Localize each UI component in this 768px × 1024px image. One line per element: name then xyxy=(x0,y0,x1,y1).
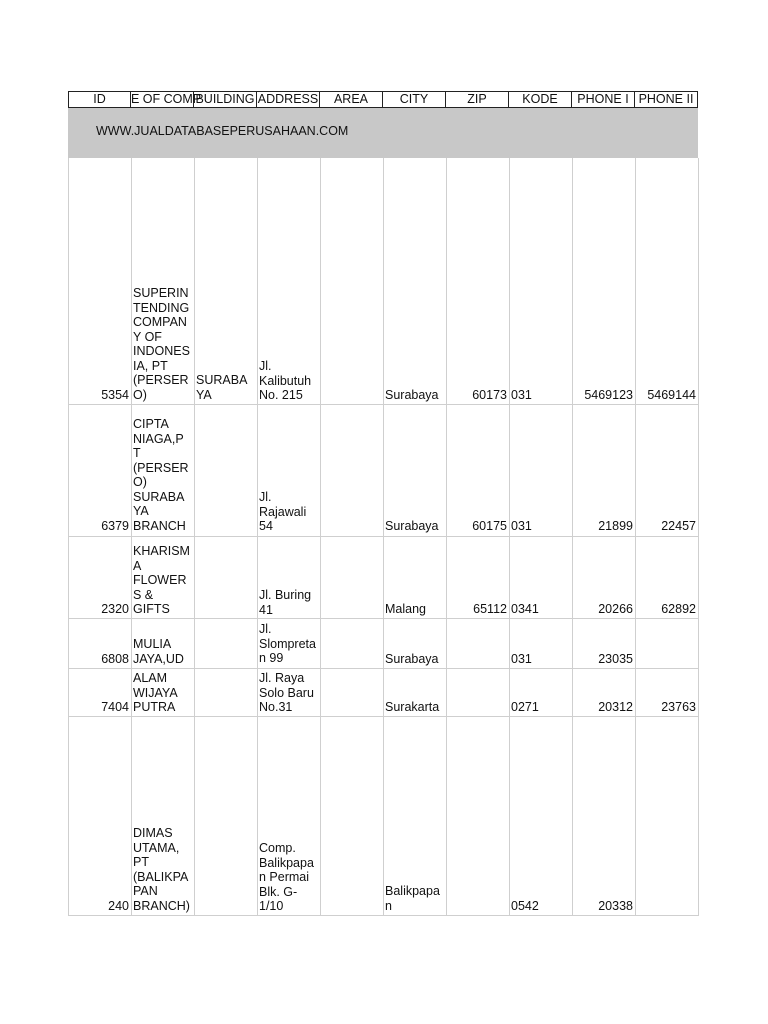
cell-kode: 0271 xyxy=(511,700,539,714)
cell-id: 2320 xyxy=(101,602,129,616)
cell-address: Jl. Kalibutuh No. 215 xyxy=(259,359,312,402)
cell-city: Surabaya xyxy=(385,519,439,533)
header-city: CITY xyxy=(383,91,446,108)
banner-text: WWW.JUALDATABASEPERUSAHAAN.COM xyxy=(96,124,349,138)
cell-phone1: 5469123 xyxy=(584,388,633,402)
cell-city: Balikpapa n xyxy=(385,884,440,913)
cell-phone1: 20338 xyxy=(598,899,633,913)
cell-company: SUPERIN TENDING COMPAN Y OF INDONES IA, PT (PERSER O) xyxy=(133,286,190,402)
cell-address: Jl. Raya Solo Baru No.31 xyxy=(259,671,314,714)
cell-zip: 65112 xyxy=(473,602,507,616)
banner xyxy=(68,108,698,158)
header-phone2: PHONE II xyxy=(635,91,698,108)
cell-id: 6808 xyxy=(101,652,129,666)
cell-id: 7404 xyxy=(101,700,129,714)
header-building: BUILDING xyxy=(194,91,257,108)
header-company: E OF COMP xyxy=(131,92,202,106)
cell-company: KHARISM A FLOWER S & GIFTS xyxy=(133,544,190,616)
cell-kode: 0341 xyxy=(511,602,539,616)
cell-phone2: 22457 xyxy=(661,519,696,533)
cell-id: 6379 xyxy=(101,519,129,533)
cell-id: 240 xyxy=(108,899,129,913)
cell-zip: 60175 xyxy=(472,519,507,533)
cell-address: Jl. Buring 41 xyxy=(259,588,312,617)
cell-address: Jl. Rajawali 54 xyxy=(259,490,307,533)
cell-phone1: 23035 xyxy=(598,652,633,666)
cell-address: Jl. Slompreta n 99 xyxy=(259,622,316,665)
cell-city: Surakarta xyxy=(385,700,440,714)
cell-phone2: 23763 xyxy=(661,700,696,714)
cell-kode: 031 xyxy=(511,388,532,402)
cell-company: MULIA JAYA,UD xyxy=(133,637,184,666)
cell-company: CIPTA NIAGA,P T (PERSER O) SURABA YA BRANCH xyxy=(133,417,189,533)
header-kode: KODE xyxy=(509,91,572,108)
cell-city: Surabaya xyxy=(385,652,439,666)
cell-address: Comp. Balikpapa n Permai Blk. G- 1/10 xyxy=(259,841,314,913)
cell-company: ALAM WIJAYA PUTRA xyxy=(133,671,178,714)
cell-building: SURABA YA xyxy=(196,373,248,402)
cell-city: Surabaya xyxy=(385,388,439,402)
header-id: ID xyxy=(68,91,131,108)
cell-city: Malang xyxy=(385,602,426,616)
cell-id: 5354 xyxy=(101,388,129,402)
cell-kode: 031 xyxy=(511,652,532,666)
cell-kode: 031 xyxy=(511,519,532,533)
cell-phone1: 20312 xyxy=(598,700,633,714)
header-area: AREA xyxy=(320,91,383,108)
cell-phone2: 62892 xyxy=(661,602,696,616)
header-phone1: PHONE I xyxy=(572,91,635,108)
header-zip: ZIP xyxy=(446,91,509,108)
cell-phone1: 20266 xyxy=(598,602,633,616)
header-address: ADDRESS xyxy=(257,92,319,106)
cell-phone2: 5469144 xyxy=(647,388,696,402)
cell-phone1: 21899 xyxy=(598,519,633,533)
cell-company: DIMAS UTAMA, PT (BALIKPA PAN BRANCH) xyxy=(133,826,190,913)
cell-kode: 0542 xyxy=(511,899,539,913)
cell-zip: 60173 xyxy=(472,388,507,402)
